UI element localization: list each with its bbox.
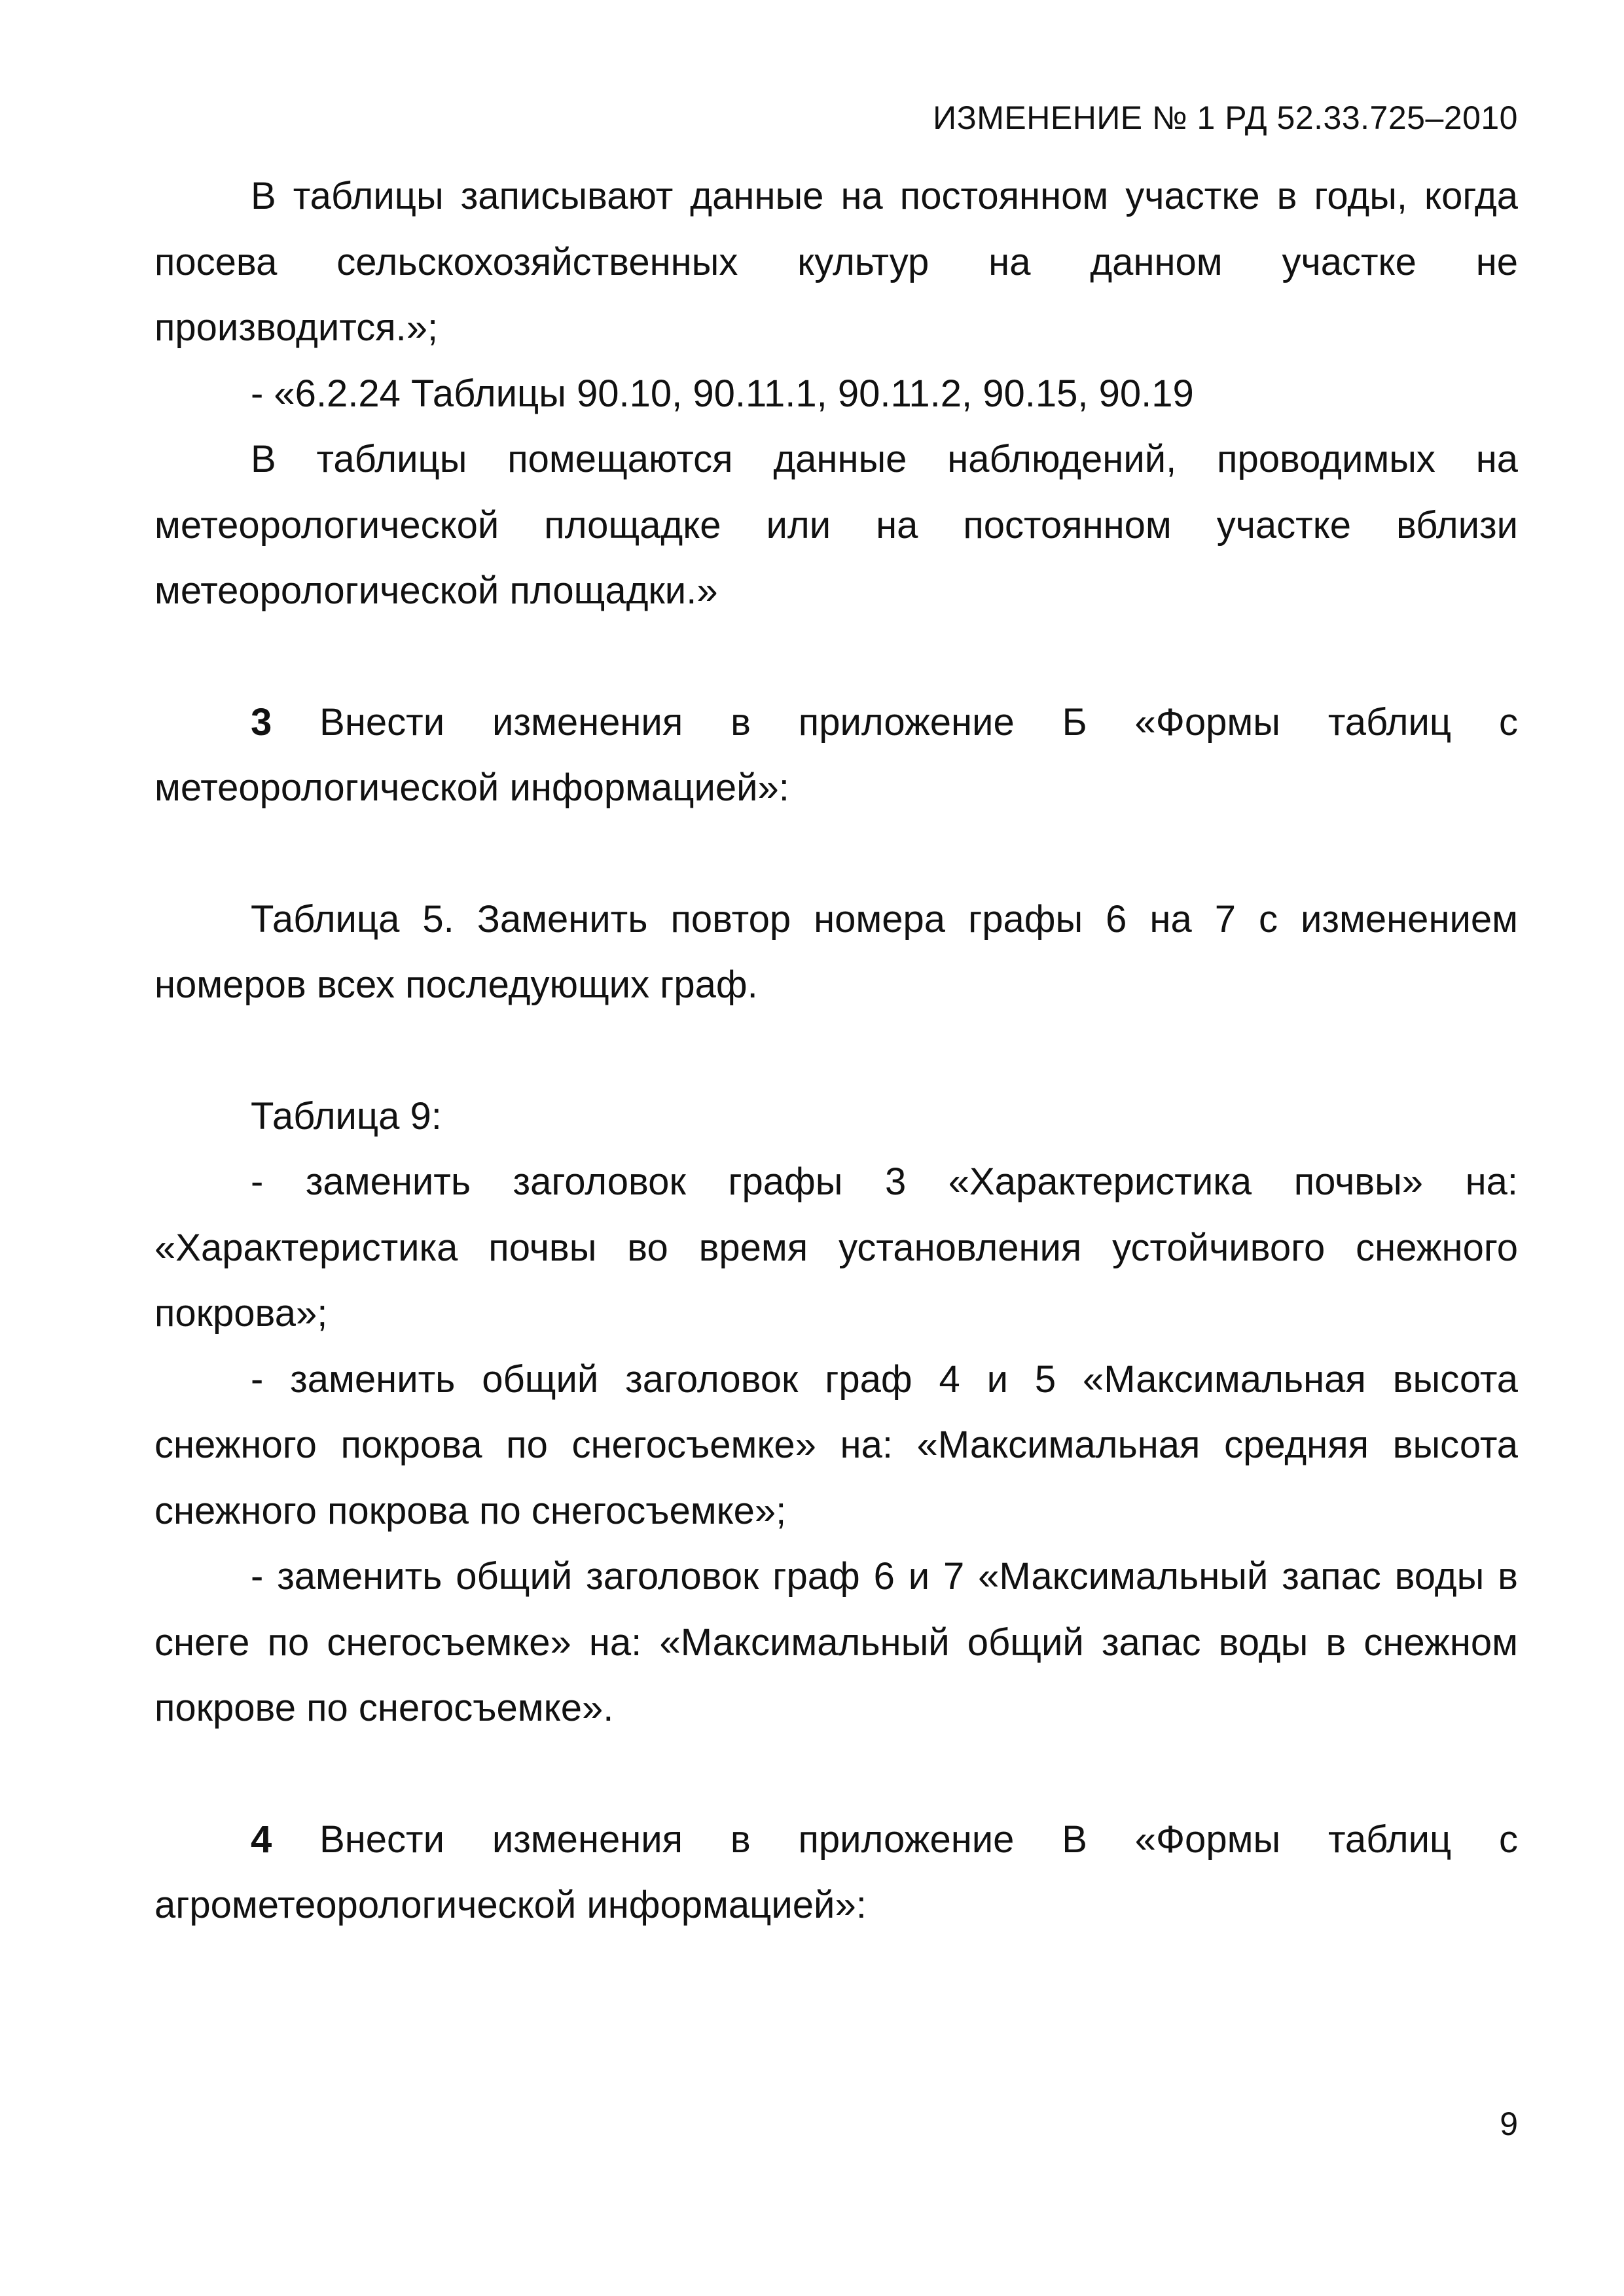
spacer — [154, 624, 1518, 690]
section-3-heading — [154, 690, 1518, 821]
spacer — [154, 821, 1518, 887]
section-4-number: 4 — [251, 1818, 272, 1861]
section-3-text: Внести изменения в приложение Б «Формы таблиц с метеорологической информацией»: — [154, 700, 1518, 809]
section-3-number: 3 — [251, 700, 272, 744]
paragraph-table-data-note: В таблицы записывают данные на постоянном участке в годы, когда посева сельскохозяйственных культур на данном участке не производится.»; — [154, 175, 1518, 349]
table-9-item-3: - заменить общий заголовок граф 6 и 7 «Максимальный запас воды в снеге по снегосъемке» на: «Максимальный общий запас воды в снежном покрове по снегосъемке». — [154, 1555, 1518, 1729]
table-9-item-2: - заменить общий заголовок граф 4 и 5 «Максимальная высота снежного покрова по снегосъемке» на: «Максимальная средняя высота снежного покрова по снегосъемке»; — [154, 1357, 1518, 1532]
spacer — [154, 1018, 1518, 1084]
section-4-text: Внести изменения в приложение В «Формы таблиц с агрометеорологической информацией»: — [154, 1818, 1518, 1926]
page-header: ИЗМЕНЕНИЕ № 1 РД 52.33.725–2010 — [933, 99, 1518, 136]
page-number: 9 — [1500, 2106, 1518, 2142]
section-4-heading — [154, 1807, 1518, 1939]
table-9-title: Таблица 9: — [251, 1094, 442, 1138]
paragraph-table-5: Таблица 5. Заменить повтор номера графы 6 на 7 с изменением номеров всех последующих граф. — [154, 897, 1518, 1006]
paragraph-observation-data: В таблицы помещаются данные наблюдений, проводимых на метеорологической площадке или на постоянном участке вблизи метеорологической площадки.» — [154, 438, 1518, 612]
table-9-item-1: - заменить заголовок графы 3 «Характеристика почвы» на: «Характеристика почвы во время установления устойчивого снежного покрова»; — [154, 1160, 1518, 1335]
paragraph-clause-6-2-24: - «6.2.24 Таблицы 90.10, 90.11.1, 90.11.2, 90.15, 90.19 — [251, 372, 1194, 415]
spacer — [154, 1742, 1518, 1807]
document-body — [154, 164, 1518, 1939]
